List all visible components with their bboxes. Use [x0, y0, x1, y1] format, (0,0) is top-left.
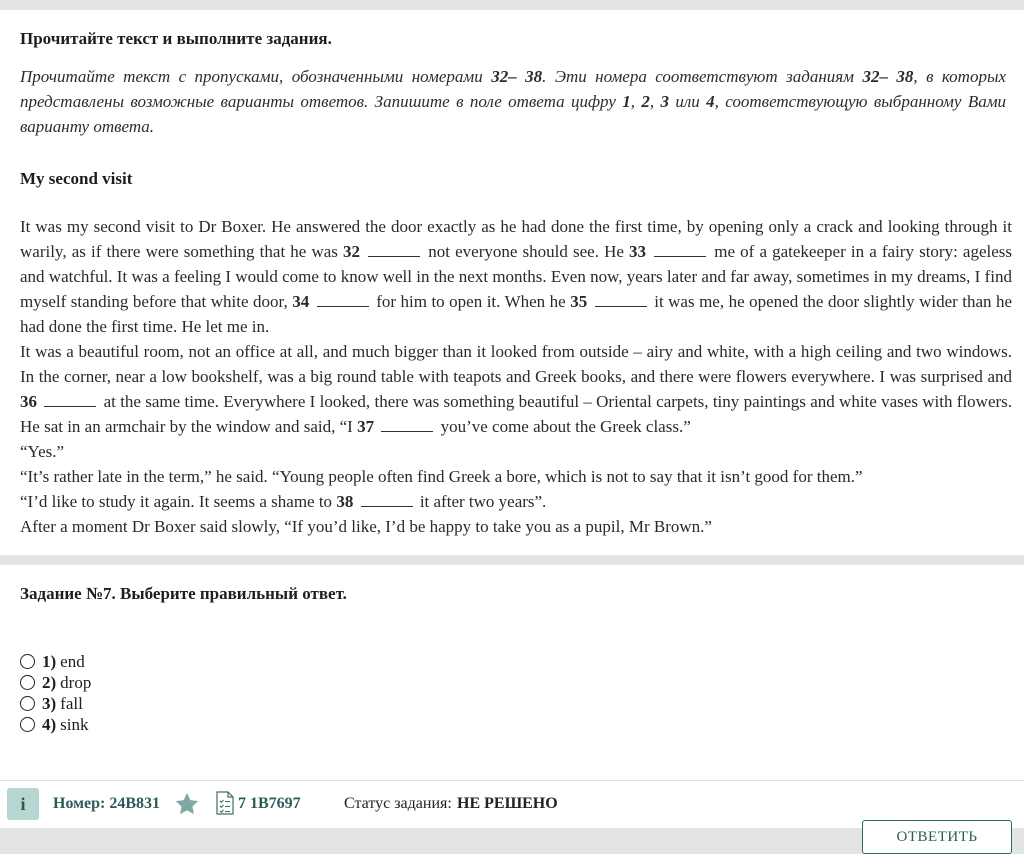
status-label: Статус задания: [344, 795, 452, 812]
passage-paragraph-1: It was my second visit to Dr Boxer. He answered the door exactly as he had done the first time, by opening only a crack and looking through it warily, as if there were something that he was 32 not everyone should see. He 33 me of a gatekeeper in a fairy story: ageless and watchful. It was a feeling I would come to know well in the next months. Even now, years later and far away, sometimes in my dreams, I find myself standing before that white door, 34 for him to open it. When he 35 it was me, he opened the door slightly wider than he had done the first time. He let me in. [20, 217, 1013, 336]
gap-blank-37 [381, 417, 433, 432]
option-label: drop [60, 672, 92, 692]
info-icon[interactable]: i [7, 788, 39, 820]
instructions-heading: Прочитайте текст и выполните задания. [20, 29, 332, 48]
gap-blank-33 [654, 242, 706, 257]
gap-number-37: 37 [357, 417, 375, 436]
reading-passage [20, 214, 1012, 539]
variant-link[interactable]: 7 1B7697 [238, 795, 301, 812]
text-title: My second visit [20, 169, 133, 188]
answer-option-1[interactable]: 1) end [20, 651, 91, 672]
answer-option-3[interactable]: 3) fall [20, 693, 91, 714]
gap-number-34: 34 [292, 292, 310, 311]
document-checklist-icon[interactable] [214, 791, 236, 815]
passage-line-yes: “Yes.” [20, 442, 65, 461]
footer-divider [0, 780, 1024, 781]
gap-number-38: 38 [336, 492, 354, 511]
instructions-text: Прочитайте текст с пропусками, обозначенными номерами 32– 38. Эти номера соответствуют заданиям 32– 38, в которых представлены возможные варианты ответов. Запишите в поле ответа цифру 1, 2, 3 или 4, соответствующую выбранному Вами варианту ответа. [20, 67, 1007, 136]
gap-blank-32 [368, 242, 420, 257]
answer-options [20, 651, 91, 735]
task-footer [0, 787, 1024, 820]
gap-number-33: 33 [629, 242, 647, 261]
top-divider-band [0, 0, 1024, 10]
radio-button[interactable] [20, 675, 35, 690]
radio-button[interactable] [20, 654, 35, 669]
task-number: Номер: 24В831 [53, 795, 161, 812]
option-label: sink [60, 714, 89, 734]
star-icon[interactable] [174, 791, 200, 817]
gap-blank-36 [44, 392, 96, 407]
gap-blank-34 [317, 292, 369, 307]
radio-button[interactable] [20, 717, 35, 732]
option-label: fall [60, 693, 83, 713]
passage-line-like: “I’d like to study it again. It seems a shame to 38 it after two years”. [20, 492, 547, 511]
answer-button[interactable]: ОТВЕТИТЬ [862, 820, 1012, 854]
gap-blank-38 [361, 492, 413, 507]
option-label: end [60, 651, 85, 671]
section-divider-band [0, 555, 1024, 565]
gap-number-35: 35 [570, 292, 588, 311]
status-value: НЕ РЕШЕНО [457, 795, 558, 812]
answer-option-4[interactable]: 4) sink [20, 714, 91, 735]
gap-number-32: 32 [343, 242, 361, 261]
passage-line-after: After a moment Dr Boxer said slowly, “If you’d like, I’d be happy to take you as a pupil, Mr Brown.” [20, 517, 712, 536]
answer-option-2[interactable]: 2) drop [20, 672, 91, 693]
passage-paragraph-2: It was a beautiful room, not an office at all, and much bigger than it looked from outside – airy and white, with a high ceiling and two windows. In the corner, near a low bookshelf, was a big round table with teapots and Greek books, and there were flowers everywhere. I was surprised and 36 at the same time. Everywhere I looked, there was something beautiful – Oriental carpets, tiny paintings and white vases with flowers. He sat in an armchair by the window and said, “I 37 you’ve come about the Greek class.” [20, 342, 1013, 436]
gap-number-36: 36 [20, 392, 37, 411]
gap-blank-35 [595, 292, 647, 307]
passage-line-late: “It’s rather late in the term,” he said. “Young people often find Greek a bore, which is not to say that it isn’t good for them.” [20, 467, 863, 486]
task-heading: Задание №7. Выберите правильный ответ. [20, 584, 347, 603]
radio-button[interactable] [20, 696, 35, 711]
